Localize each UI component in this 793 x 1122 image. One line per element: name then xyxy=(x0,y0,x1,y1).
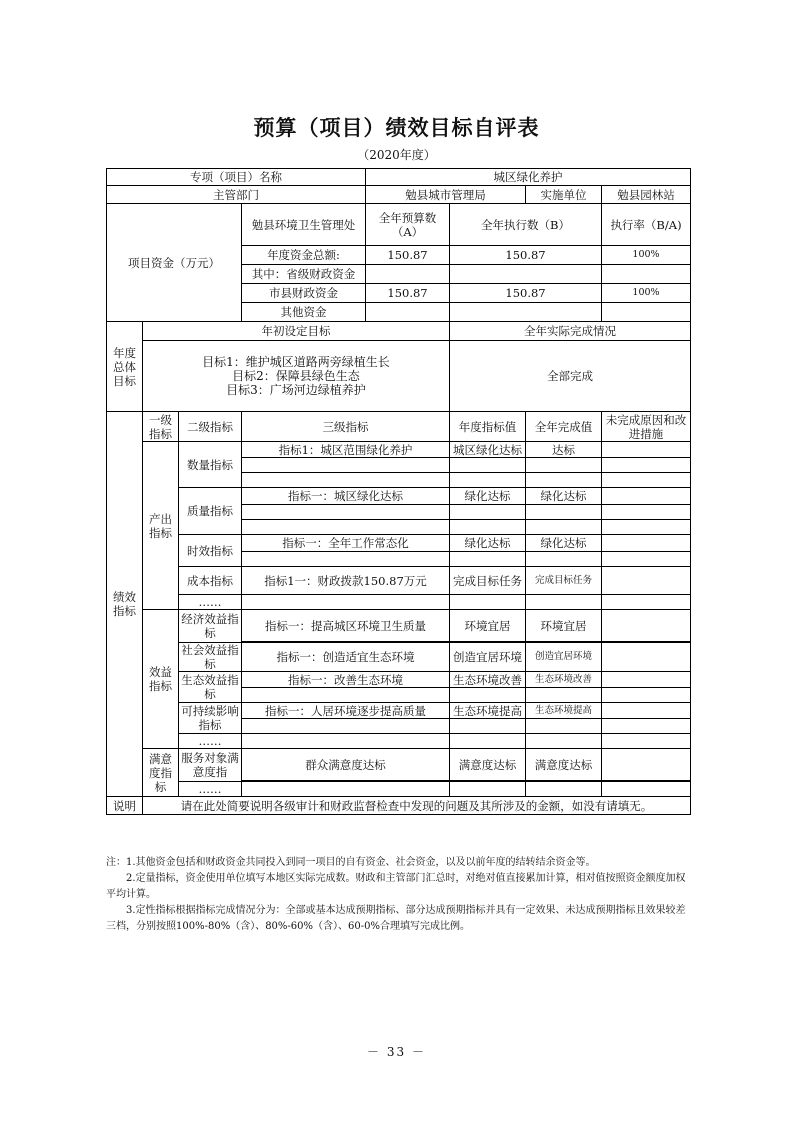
impl-label: 实施单位 xyxy=(526,186,602,204)
funds-row-name: 其中：省级财政资金 xyxy=(242,265,366,284)
impl-value: 勉县园林站 xyxy=(602,186,691,204)
economic-name: 经济效益指标 xyxy=(179,610,242,643)
department-row xyxy=(107,186,691,204)
social-target: 创造宜居环境 xyxy=(450,643,526,672)
sustainable-indicator: 指标一：人居环境逐步提高质量 xyxy=(242,703,450,719)
timeliness-indicator: 指标一：全年工作常态化 xyxy=(242,535,450,552)
goals-head-set: 年初设定目标 xyxy=(143,322,450,341)
quantity-actual: 达标 xyxy=(526,442,602,458)
social-indicator: 指标一：创造适宜生态环境 xyxy=(242,643,450,672)
cost-target: 完成目标任务 xyxy=(450,567,526,595)
page-number: － 33 － xyxy=(367,1045,426,1059)
timeliness-actual: 绿化达标 xyxy=(526,535,602,552)
footnotes xyxy=(106,855,690,935)
funds-head-budget: 全年预算数（A） xyxy=(366,204,450,246)
funds-row-rate: 100% xyxy=(602,284,691,303)
ecological-indicator: 指标一：改善生态环境 xyxy=(242,672,450,688)
timeliness-name: 时效指标 xyxy=(179,535,242,567)
social-name: 社会效益指标 xyxy=(179,643,242,672)
service-actual: 满意度达标 xyxy=(526,749,602,781)
quantity-target: 城区绿化达标 xyxy=(450,442,526,458)
funds-row-budget: 150.87 xyxy=(366,284,450,303)
cost-indicator: 指标1一：财政拨款150.87万元 xyxy=(242,567,450,595)
remark-text: 请在此处简要说明各级审计和财政监督检查中发现的问题及其所涉及的金额，如没有请填无。 xyxy=(143,797,691,815)
dept-label: 主管部门 xyxy=(107,186,366,204)
economic-actual: 环境宜居 xyxy=(526,610,602,642)
goals-label: 年度总体目标 xyxy=(107,322,143,412)
table-row xyxy=(107,595,691,610)
timeliness-target: 绿化达标 xyxy=(450,535,526,552)
funds-head-unit: 勉县环境卫生管理处 xyxy=(242,204,366,246)
benefit-label: 效益指标 xyxy=(143,610,179,749)
funds-row-name: 市县财政资金 xyxy=(242,284,366,303)
goals-content-row xyxy=(107,341,691,412)
output-label: 产出指标 xyxy=(143,442,179,610)
funds-row-exec xyxy=(450,265,602,284)
ecological-actual: 生态环境改善 xyxy=(526,672,602,688)
service-indicator: 群众满意度达标 xyxy=(242,749,450,781)
funds-head-rate: 执行率（B/A) xyxy=(602,204,691,246)
sustainable-name: 可持续影响指标 xyxy=(179,703,242,734)
table-row xyxy=(107,734,691,749)
quality-name: 质量指标 xyxy=(179,488,242,535)
goals-header-row xyxy=(107,322,691,341)
service-target: 满意度达标 xyxy=(450,749,526,781)
funds-row-rate xyxy=(602,265,691,284)
service-name: 服务对象满意度指 xyxy=(179,749,242,782)
table-row xyxy=(107,610,691,642)
funds-row-name: 年度资金总额: xyxy=(242,246,366,265)
funds-row-exec xyxy=(450,303,602,322)
table-row xyxy=(107,703,691,719)
quality-indicator: 指标一：城区绿化达标 xyxy=(242,488,450,505)
goals-head-done: 全年实际完成情况 xyxy=(450,322,691,341)
quantity-indicator: 指标1：城区范围绿化养护 xyxy=(242,442,450,458)
ind-head-level1: 一级指标 xyxy=(143,412,179,442)
goal-item: 目标1：维护城区道路两旁绿植生长 xyxy=(202,355,390,369)
goal-item: 目标2：保障县绿色生态 xyxy=(232,369,360,383)
remark-label: 说明 xyxy=(107,797,143,815)
funds-row-budget: 150.87 xyxy=(366,246,450,265)
indicators-label: 绩效指标 xyxy=(107,412,143,797)
page-subtitle: （2020年度） xyxy=(357,148,436,162)
funds-row-exec: 150.87 xyxy=(450,246,602,265)
table-row xyxy=(107,749,691,781)
output-ellipsis: …… xyxy=(179,595,242,610)
indicators-header-row xyxy=(107,412,691,442)
table-row xyxy=(107,442,691,458)
sustainable-actual: 生态环境提高 xyxy=(526,703,602,719)
table-row xyxy=(107,643,691,672)
remark-row xyxy=(107,797,691,815)
economic-target: 环境宜居 xyxy=(450,610,526,642)
funds-header-row xyxy=(107,204,691,246)
quality-actual: 绿化达标 xyxy=(526,488,602,505)
project-name-label: 专项（项目）名称 xyxy=(107,169,366,186)
ecological-name: 生态效益指标 xyxy=(179,672,242,703)
goals-list xyxy=(143,341,450,412)
goal-item: 目标3：广场河边绿植养护 xyxy=(226,383,366,397)
quantity-name: 数量指标 xyxy=(179,442,242,488)
ecological-target: 生态环境改善 xyxy=(450,672,526,688)
funds-row-rate xyxy=(602,303,691,322)
ind-head-target: 年度指标值 xyxy=(450,412,526,442)
dept-value: 勉县城市管理局 xyxy=(366,186,526,204)
sustainable-target: 生态环境提高 xyxy=(450,703,526,719)
cost-actual: 完成目标任务 xyxy=(526,567,602,595)
satisfaction-ellipsis: …… xyxy=(179,782,242,797)
table-row xyxy=(107,672,691,688)
social-actual: 创造宜居环境 xyxy=(526,643,602,672)
funds-label: 项目资金（万元） xyxy=(107,204,242,322)
footnote: 2.定量指标，资金使用单位填写本地区实际完成数。财政和主管部门汇总时，对绝对值直接累加计算，相对值按照资金额度加权平均计算。 xyxy=(106,873,686,900)
funds-row-budget xyxy=(366,265,450,284)
benefit-ellipsis: …… xyxy=(179,734,242,749)
table-row xyxy=(107,488,691,505)
footnote: 3.定性指标根据指标完成情况分为：全部或基本达成预期指标、部分达成预期指标并具有一定效果、未达成预期指标且效果较差三档，分别按照100%-80%（含）、80%-60%（含）、60-0%合理填写完成比例。 xyxy=(106,905,686,932)
funds-row-budget xyxy=(366,303,450,322)
funds-head-exec: 全年执行数（B） xyxy=(450,204,602,246)
table-row xyxy=(107,535,691,552)
table-row xyxy=(107,782,691,797)
funds-row-name: 其他资金 xyxy=(242,303,366,322)
project-name-row xyxy=(107,169,691,186)
table-row xyxy=(107,567,691,595)
footnote: 注：1.其他资金包括和财政资金共同投入到同一项目的自有资金、社会资金，以及以前年度的结转结余资金等。 xyxy=(106,857,596,868)
economic-indicator: 指标一：提高城区环境卫生质量 xyxy=(242,610,450,642)
cost-name: 成本指标 xyxy=(179,567,242,595)
evaluation-table xyxy=(106,168,691,815)
ind-head-actual: 全年完成值 xyxy=(526,412,602,442)
project-name-value: 城区绿化养护 xyxy=(366,169,691,186)
goals-completion: 全部完成 xyxy=(450,341,691,412)
quality-target: 绿化达标 xyxy=(450,488,526,505)
ind-head-level3: 三级指标 xyxy=(242,412,450,442)
ind-head-level2: 二级指标 xyxy=(179,412,242,442)
page-title: 预算（项目）绩效目标自评表 xyxy=(253,115,540,140)
satisfaction-label: 满意度指标 xyxy=(143,749,179,797)
ind-head-reason: 未完成原因和改进措施 xyxy=(602,412,691,442)
funds-row-exec: 150.87 xyxy=(450,284,602,303)
funds-row-rate: 100% xyxy=(602,246,691,265)
